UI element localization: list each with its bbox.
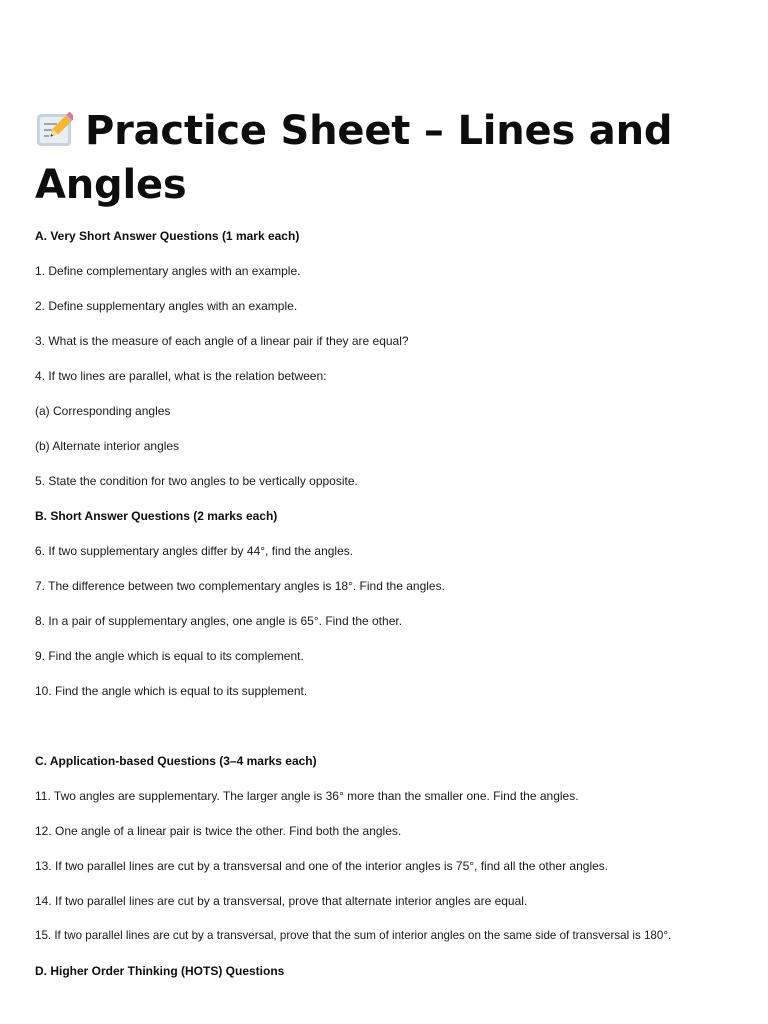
page-title-text: Practice Sheet – Lines and Angles [35, 108, 673, 208]
question-11: 11. Two angles are supplementary. The larger angle is 36° more than the smaller one. Find the angles. [35, 789, 579, 803]
question-9: 9. Find the angle which is equal to its complement. [35, 649, 304, 663]
question-10: 10. Find the angle which is equal to its supplement. [35, 684, 308, 698]
question-4: 4. If two lines are parallel, what is the relation between: [35, 369, 327, 383]
section-heading-b: B. Short Answer Questions (2 marks each) [35, 509, 278, 523]
question-3: 3. What is the measure of each angle of a linear pair if they are equal? [35, 334, 409, 348]
page-title [35, 104, 735, 212]
question-8: 8. In a pair of supplementary angles, one angle is 65°. Find the other. [35, 614, 403, 628]
question-4a: (a) Corresponding angles [35, 404, 171, 418]
question-13: 13. If two parallel lines are cut by a transversal and one of the interior angles is 75°, find all the other angles. [35, 859, 609, 873]
question-6: 6. If two supplementary angles differ by 44°, find the angles. [35, 544, 354, 558]
question-15: 15. If two parallel lines are cut by a transversal, prove that the sum of interior angles on the same side of transversal is 180°. [35, 929, 672, 942]
section-heading-a: A. Very Short Answer Questions (1 mark each) [35, 229, 300, 243]
memo-icon [35, 110, 73, 148]
question-12: 12. One angle of a linear pair is twice the other. Find both the angles. [35, 824, 402, 838]
question-1: 1. Define complementary angles with an example. [35, 264, 301, 278]
question-14: 14. If two parallel lines are cut by a transversal, prove that alternate interior angles are equal. [35, 894, 528, 908]
question-4b: (b) Alternate interior angles [35, 439, 180, 453]
section-heading-d: D. Higher Order Thinking (HOTS) Questions [35, 964, 285, 978]
question-5: 5. State the condition for two angles to be vertically opposite. [35, 474, 358, 488]
question-7: 7. The difference between two complementary angles is 18°. Find the angles. [35, 579, 445, 593]
question-2: 2. Define supplementary angles with an example. [35, 299, 298, 313]
section-heading-c: C. Application-based Questions (3–4 marks each) [35, 754, 317, 768]
